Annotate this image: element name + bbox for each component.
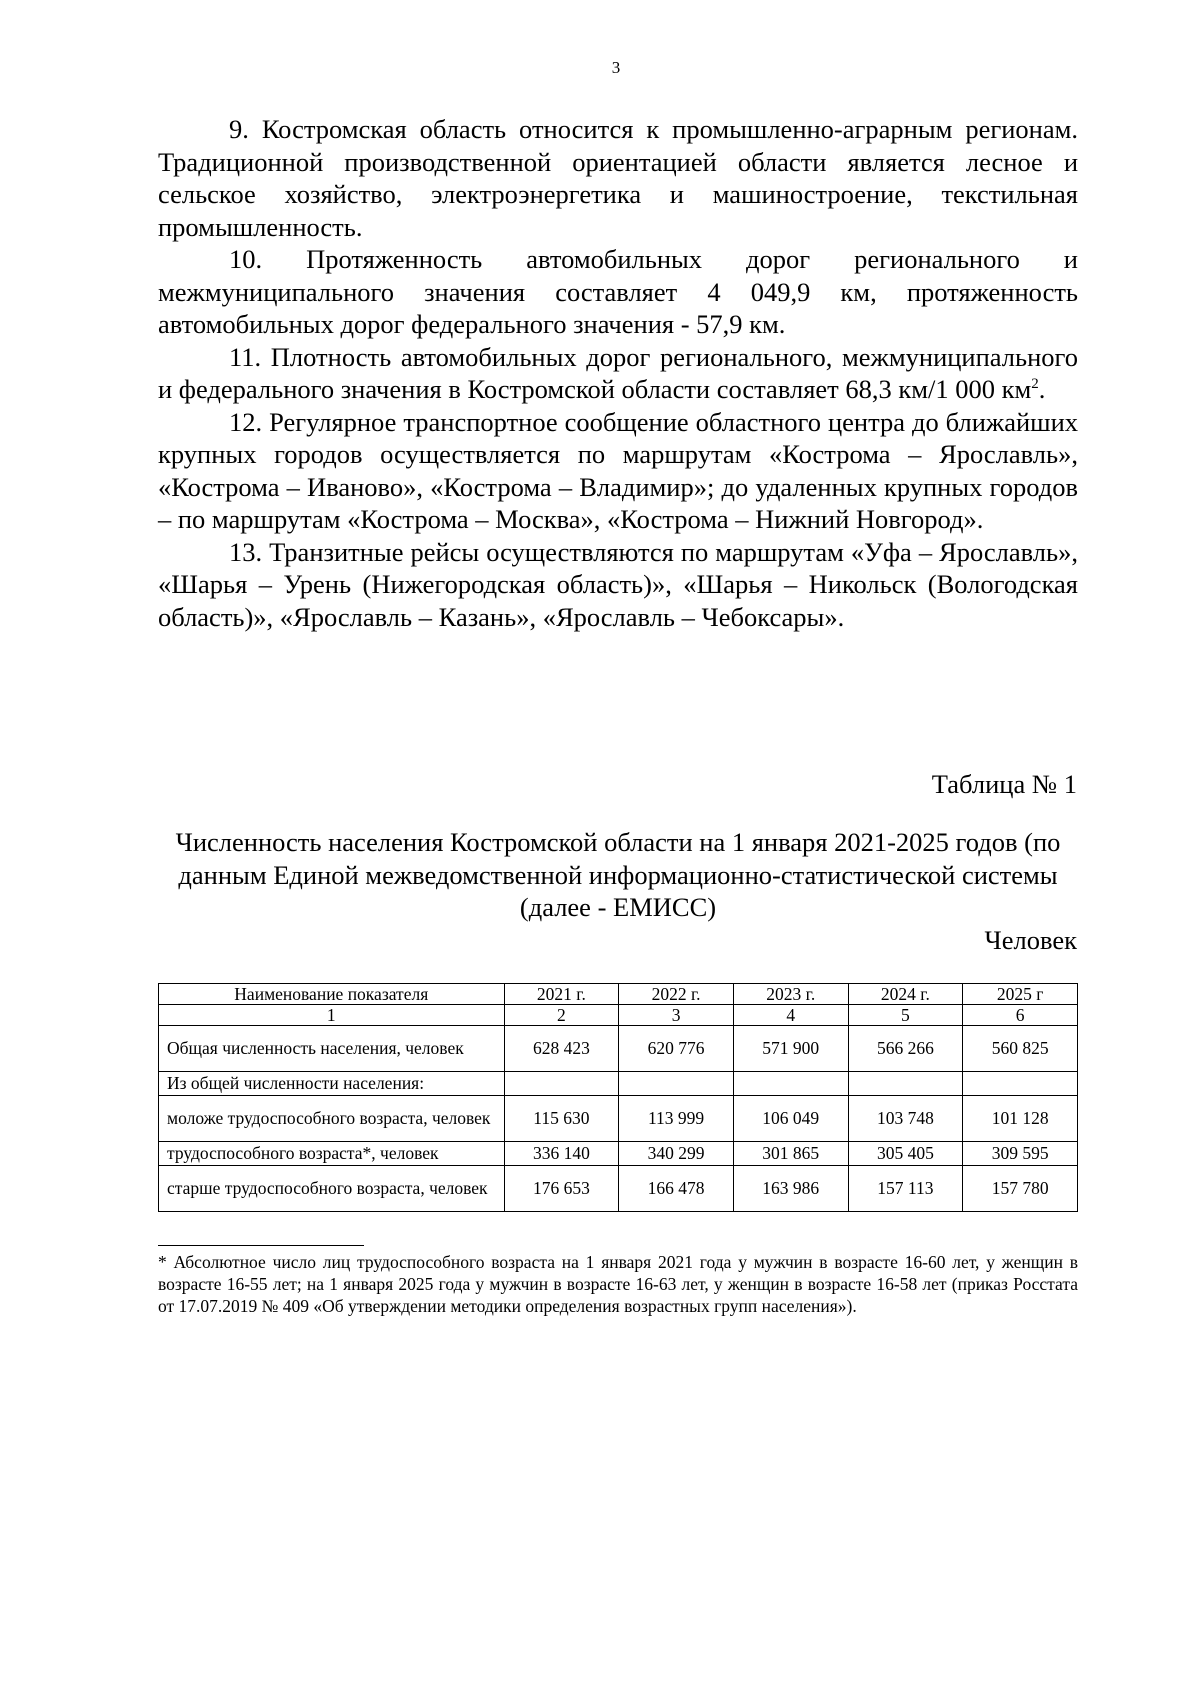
value-cell: 176 653 (504, 1166, 619, 1212)
header-cell: 2025 г (963, 984, 1078, 1005)
row-label-cell: Из общей численности населения: (159, 1072, 505, 1096)
paragraph-13: 13. Транзитные рейсы осуществляются по маршрутам «Уфа – Ярославль», «Шарья – Урень (Нижегородская область)», «Шарья – Никольск (Вологодская область)», «Ярославль – Казань», «Ярославль – Чебоксары». (158, 536, 1078, 632)
value-cell: 106 049 (733, 1096, 848, 1142)
value-cell: 113 999 (619, 1096, 734, 1142)
page-number: 3 (611, 58, 621, 77)
table-label: Таблица № 1 (931, 769, 1077, 799)
column-number-cell: 5 (848, 1005, 963, 1026)
table-row (159, 1142, 1078, 1166)
row-label-cell: старше трудоспособного возраста, человек (159, 1166, 505, 1212)
value-cell: 340 299 (619, 1142, 734, 1166)
table-header-row (159, 984, 1078, 1005)
value-cell: 157 113 (848, 1166, 963, 1212)
column-number-cell: 6 (963, 1005, 1078, 1026)
row-label-cell: Общая численность населения, человек (159, 1026, 505, 1072)
table-title: Численность населения Костромской области на 1 января 2021-2025 годов (по данным Единой межведомственной информационно-статистической системы (далее - ЕМИСС) (175, 827, 1061, 922)
row-label-cell: трудоспособного возраста*, человек (159, 1142, 505, 1166)
paragraph-11-end: . (1038, 374, 1046, 404)
value-cell: 571 900 (733, 1026, 848, 1072)
paragraph-11 (158, 341, 1078, 406)
header-cell: 2021 г. (504, 984, 619, 1005)
header-cell: 2024 г. (848, 984, 963, 1005)
footnote-divider (158, 1245, 364, 1246)
value-cell (619, 1072, 734, 1096)
superscript-2: 2 (1031, 376, 1039, 393)
column-number-cell: 1 (159, 1005, 505, 1026)
value-cell: 566 266 (848, 1026, 963, 1072)
value-cell (504, 1072, 619, 1096)
table-row (159, 1166, 1078, 1212)
paragraph-11-text: 11. Плотность автомобильных дорог регионального, межмуниципального и федерального значения в Костромской области составляет 68,3 км/1 000 км (158, 341, 1078, 404)
population-table (158, 983, 1078, 1212)
value-cell: 115 630 (504, 1096, 619, 1142)
table-row (159, 1026, 1078, 1072)
footnote: * Абсолютное число лиц трудоспособного возраста на 1 января 2021 года у мужчин в возрасте 16-60 лет, у женщин в возрасте 16-55 лет; на 1 января 2025 года у мужчин в возрасте 16-63 лет, у женщин в возрасте 16-58 лет (приказ Росстата от 17.07.2019 № 409 «Об утверждении методики определения возрастных групп населения»). (158, 1252, 1078, 1316)
column-number-cell: 3 (619, 1005, 734, 1026)
value-cell: 628 423 (504, 1026, 619, 1072)
value-cell: 620 776 (619, 1026, 734, 1072)
value-cell: 560 825 (963, 1026, 1078, 1072)
value-cell (963, 1072, 1078, 1096)
column-number-cell: 2 (504, 1005, 619, 1026)
value-cell: 305 405 (848, 1142, 963, 1166)
value-cell: 103 748 (848, 1096, 963, 1142)
value-cell: 163 986 (733, 1166, 848, 1212)
column-number-cell: 4 (733, 1005, 848, 1026)
value-cell (733, 1072, 848, 1096)
row-label-cell: моложе трудоспособного возраста, человек (159, 1096, 505, 1142)
value-cell: 157 780 (963, 1166, 1078, 1212)
value-cell: 336 140 (504, 1142, 619, 1166)
table-row (159, 1096, 1078, 1142)
paragraph-12: 12. Регулярное транспортное сообщение областного центра до ближайших крупных городов осуществляется по маршрутам «Кострома – Ярославль», «Кострома – Иваново», «Кострома – Владимир»; до удаленных крупных городов – по маршрутам «Кострома – Москва», «Кострома – Нижний Новгород». (158, 406, 1078, 534)
header-cell: 2022 г. (619, 984, 734, 1005)
value-cell: 309 595 (963, 1142, 1078, 1166)
value-cell: 166 478 (619, 1166, 734, 1212)
paragraph-9: 9. Костромская область относится к промышленно-аграрным регионам. Традиционной производственной ориентацией области является лесное и сельское хозяйство, электроэнергетика и машиностроение, текстильная промышленность. (158, 114, 1078, 242)
value-cell (848, 1072, 963, 1096)
body-text (158, 113, 1078, 633)
value-cell: 301 865 (733, 1142, 848, 1166)
table-column-numbers-row (159, 1005, 1078, 1026)
paragraph-10: 10. Протяженность автомобильных дорог регионального и межмуниципального значения составляет 4 049,9 км, протяженность автомобильных дорог федерального значения - 57,9 км. (158, 244, 1078, 339)
header-cell: Наименование показателя (159, 984, 505, 1005)
value-cell: 101 128 (963, 1096, 1078, 1142)
table-row (159, 1072, 1078, 1096)
header-cell: 2023 г. (733, 984, 848, 1005)
unit-label: Человек (984, 925, 1077, 955)
